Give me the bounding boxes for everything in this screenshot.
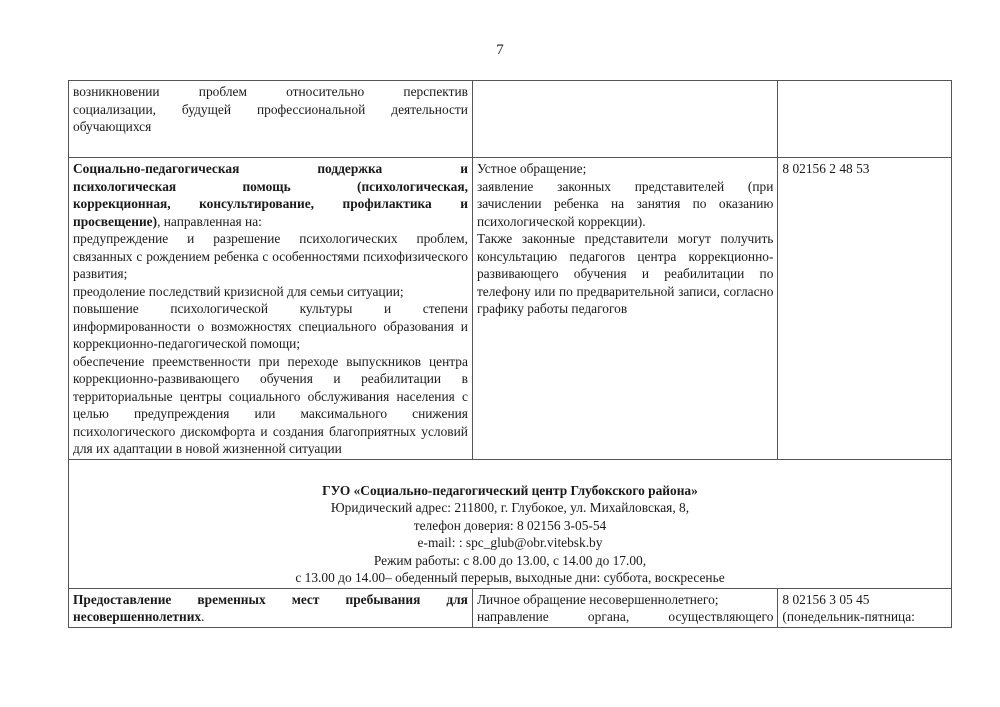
row2-description-cell: [69, 158, 473, 460]
service-item: обеспечение преемственности при переходе выпускников центра коррекционно-развивающего обучения и реабилитации в территориальные центры социального обслуживания населения с целью предупреждения или максимального снижения психологического дискомфорта и создания благоприятных условий для их адаптации в новой жизненной ситуации: [73, 353, 468, 456]
row2-contact-cell: 8 02156 2 48 53: [778, 158, 952, 460]
row3-procedure-cell: [472, 588, 777, 627]
row1-contact-cell: [778, 81, 952, 158]
service-item: преодоление последствий кризисной для семьи ситуации;: [73, 283, 404, 299]
service-title-tail: , направленная на:: [157, 213, 262, 229]
service-item: предупреждение и разрешение психологических проблем, связанных с рождением ребенка с особенностями психофизического развития;: [73, 231, 468, 281]
table-row: [69, 588, 952, 627]
service-title-line: Социально-педагогическая поддержка и: [73, 161, 468, 176]
procedure-item: Также законные представители могут получить консультацию педагогов центра коррекционно-развивающего обучения и реабилитации по телефону или по предварительной записи, согласно графику работы педагогов: [476, 231, 774, 316]
row1-description-line: возникновении проблем относительно перспектив: [73, 84, 468, 99]
table-row: [69, 459, 952, 588]
organization-break: с 13.00 до 14.00– обеденный перерыв, выходные дни: суббота, воскресенье: [295, 570, 725, 585]
contact-hours: (понедельник-пятница:: [782, 609, 915, 624]
procedure-item: Личное обращение несовершеннолетнего;: [476, 591, 719, 607]
row1-description-cell: [69, 81, 473, 158]
row1-description-rest: социализации, будущей профессиональной деятельности обучающихся: [73, 101, 468, 134]
procedure-item: заявление законных представителей (при зачислении ребенка на занятия по оказанию психологической коррекции).: [476, 178, 774, 229]
row3-contact-cell: [778, 588, 952, 627]
row3-description-cell: [69, 588, 473, 627]
organization-block: [69, 459, 952, 588]
service-title-line: психологическая помощь (психологическая,: [73, 178, 468, 194]
service-title: Предоставление временных мест пребывания для несовершеннолетних: [73, 591, 468, 624]
organization-hotline: телефон доверия: 8 02156 3-05-54: [413, 517, 607, 533]
table-row: [69, 158, 952, 460]
service-title-line: коррекционная, консультирование, профилактика и: [73, 196, 468, 211]
service-title-tail: .: [201, 609, 205, 624]
procedure-item: направление органа, осуществляющего: [476, 609, 774, 624]
organization-title: ГУО «Социально-педагогический центр Глубокского района»: [322, 482, 698, 498]
organization-hours: Режим работы: с 8.00 до 13.00, с 14.00 до 17.00,: [373, 552, 647, 568]
page-number: 7: [496, 42, 504, 58]
organization-address: Юридический адрес: 211800, г. Глубокое, ул. Михайловская, 8,: [330, 500, 690, 515]
table-row: [69, 81, 952, 158]
organization-email: e-mail: : spc_glub@obr.vitebsk.by: [417, 535, 603, 550]
contact-phone: 8 02156 3 05 45: [782, 591, 870, 607]
service-title-line: просвещение): [73, 213, 158, 229]
row1-procedure-cell: [472, 81, 777, 158]
services-table: [68, 80, 952, 628]
service-item: повышение психологической культуры и степени информированности о возможностях специального образования и коррекционно-педагогической помощи;: [73, 301, 468, 351]
procedure-item: Устное обращение;: [476, 161, 587, 176]
row2-procedure-cell: [472, 158, 777, 460]
